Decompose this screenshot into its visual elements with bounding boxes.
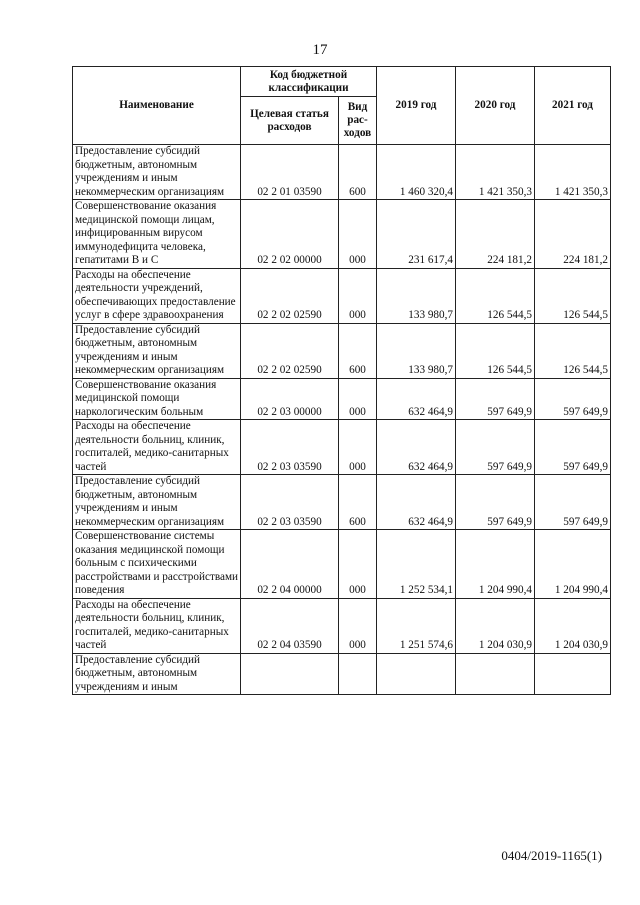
row-value-2019: 632 464,9 xyxy=(377,420,456,475)
table-row xyxy=(73,378,611,420)
row-target-code: 02 2 04 00000 xyxy=(241,530,339,599)
header-year-2020: 2020 год xyxy=(456,67,535,145)
row-value-2021: 126 544,5 xyxy=(535,268,611,323)
row-target-code: 02 2 03 03590 xyxy=(241,420,339,475)
row-expense-type: 000 xyxy=(339,598,377,653)
row-value-2019: 1 460 320,4 xyxy=(377,145,456,200)
row-value-2019: 1 252 534,1 xyxy=(377,530,456,599)
table-row xyxy=(73,530,611,599)
row-value-2021: 597 649,9 xyxy=(535,475,611,530)
row-expense-type xyxy=(339,653,377,695)
row-value-2020: 1 204 990,4 xyxy=(456,530,535,599)
row-target-code: 02 2 02 02590 xyxy=(241,323,339,378)
row-value-2019: 1 251 574,6 xyxy=(377,598,456,653)
table-row xyxy=(73,145,611,200)
row-value-2019 xyxy=(377,653,456,695)
row-value-2020: 224 181,2 xyxy=(456,200,535,269)
table-row xyxy=(73,653,611,695)
row-name: Совершенствование системы оказания медицинской помощи больным с психическими расстройствами и расстройствами поведения xyxy=(73,530,241,599)
header-code-group: Код бюджетной классификации xyxy=(241,67,377,97)
row-value-2020: 597 649,9 xyxy=(456,420,535,475)
row-expense-type: 000 xyxy=(339,378,377,420)
row-expense-type: 000 xyxy=(339,200,377,269)
table-row xyxy=(73,420,611,475)
header-expense-type: Вид рас-ходов xyxy=(339,97,377,145)
row-name: Расходы на обеспечение деятельности учреждений, обеспечивающих предоставление услуг в сфере здравоохранения xyxy=(73,268,241,323)
row-target-code: 02 2 03 03590 xyxy=(241,475,339,530)
row-name: Предоставление субсидий бюджетным, автономным учреждениям и иным некоммерческим организациям xyxy=(73,475,241,530)
table-row xyxy=(73,268,611,323)
row-value-2019: 632 464,9 xyxy=(377,475,456,530)
row-value-2020: 1 421 350,3 xyxy=(456,145,535,200)
row-name: Совершенствование оказания медицинской помощи лицам, инфицированным вирусом иммунодефицита человека, гепатитами В и С xyxy=(73,200,241,269)
row-value-2021: 1 204 030,9 xyxy=(535,598,611,653)
row-name: Расходы на обеспечение деятельности больниц, клиник, госпиталей, медико-санитарных частей xyxy=(73,598,241,653)
row-value-2020: 126 544,5 xyxy=(456,268,535,323)
table-row xyxy=(73,475,611,530)
row-expense-type: 600 xyxy=(339,145,377,200)
row-target-code: 02 2 04 03590 xyxy=(241,598,339,653)
row-value-2020 xyxy=(456,653,535,695)
row-expense-type: 000 xyxy=(339,530,377,599)
table-body xyxy=(73,145,611,695)
row-value-2021: 224 181,2 xyxy=(535,200,611,269)
row-name: Предоставление субсидий бюджетным, автономным учреждениям и иным xyxy=(73,653,241,695)
row-expense-type: 600 xyxy=(339,475,377,530)
row-expense-type: 000 xyxy=(339,268,377,323)
table-row xyxy=(73,200,611,269)
row-target-code: 02 2 02 02590 xyxy=(241,268,339,323)
row-value-2021: 1 204 990,4 xyxy=(535,530,611,599)
row-name: Предоставление субсидий бюджетным, автономным учреждениям и иным некоммерческим организациям xyxy=(73,323,241,378)
row-value-2021: 126 544,5 xyxy=(535,323,611,378)
row-value-2020: 126 544,5 xyxy=(456,323,535,378)
row-value-2019: 231 617,4 xyxy=(377,200,456,269)
row-name: Совершенствование оказания медицинской помощи наркологическим больным xyxy=(73,378,241,420)
row-value-2021 xyxy=(535,653,611,695)
row-name: Предоставление субсидий бюджетным, автономным учреждениям и иным некоммерческим организациям xyxy=(73,145,241,200)
row-value-2020: 597 649,9 xyxy=(456,378,535,420)
table-row xyxy=(73,598,611,653)
row-value-2021: 1 421 350,3 xyxy=(535,145,611,200)
row-target-code xyxy=(241,653,339,695)
header-year-2019: 2019 год xyxy=(377,67,456,145)
row-expense-type: 600 xyxy=(339,323,377,378)
header-name: Наименование xyxy=(73,67,241,145)
document-code: 0404/2019-1165(1) xyxy=(501,848,602,863)
row-target-code: 02 2 02 00000 xyxy=(241,200,339,269)
table-row xyxy=(73,323,611,378)
row-target-code: 02 2 03 00000 xyxy=(241,378,339,420)
row-value-2019: 133 980,7 xyxy=(377,268,456,323)
row-value-2019: 632 464,9 xyxy=(377,378,456,420)
row-value-2021: 597 649,9 xyxy=(535,378,611,420)
row-value-2019: 133 980,7 xyxy=(377,323,456,378)
row-value-2020: 597 649,9 xyxy=(456,475,535,530)
row-expense-type: 000 xyxy=(339,420,377,475)
row-value-2021: 597 649,9 xyxy=(535,420,611,475)
header-year-2021: 2021 год xyxy=(535,67,611,145)
row-value-2020: 1 204 030,9 xyxy=(456,598,535,653)
row-target-code: 02 2 01 03590 xyxy=(241,145,339,200)
row-name: Расходы на обеспечение деятельности больниц, клиник, госпиталей, медико-санитарных частей xyxy=(73,420,241,475)
page-number: 17 xyxy=(312,42,328,58)
header-target-article: Целевая статья расходов xyxy=(241,97,339,145)
budget-table xyxy=(72,66,611,695)
